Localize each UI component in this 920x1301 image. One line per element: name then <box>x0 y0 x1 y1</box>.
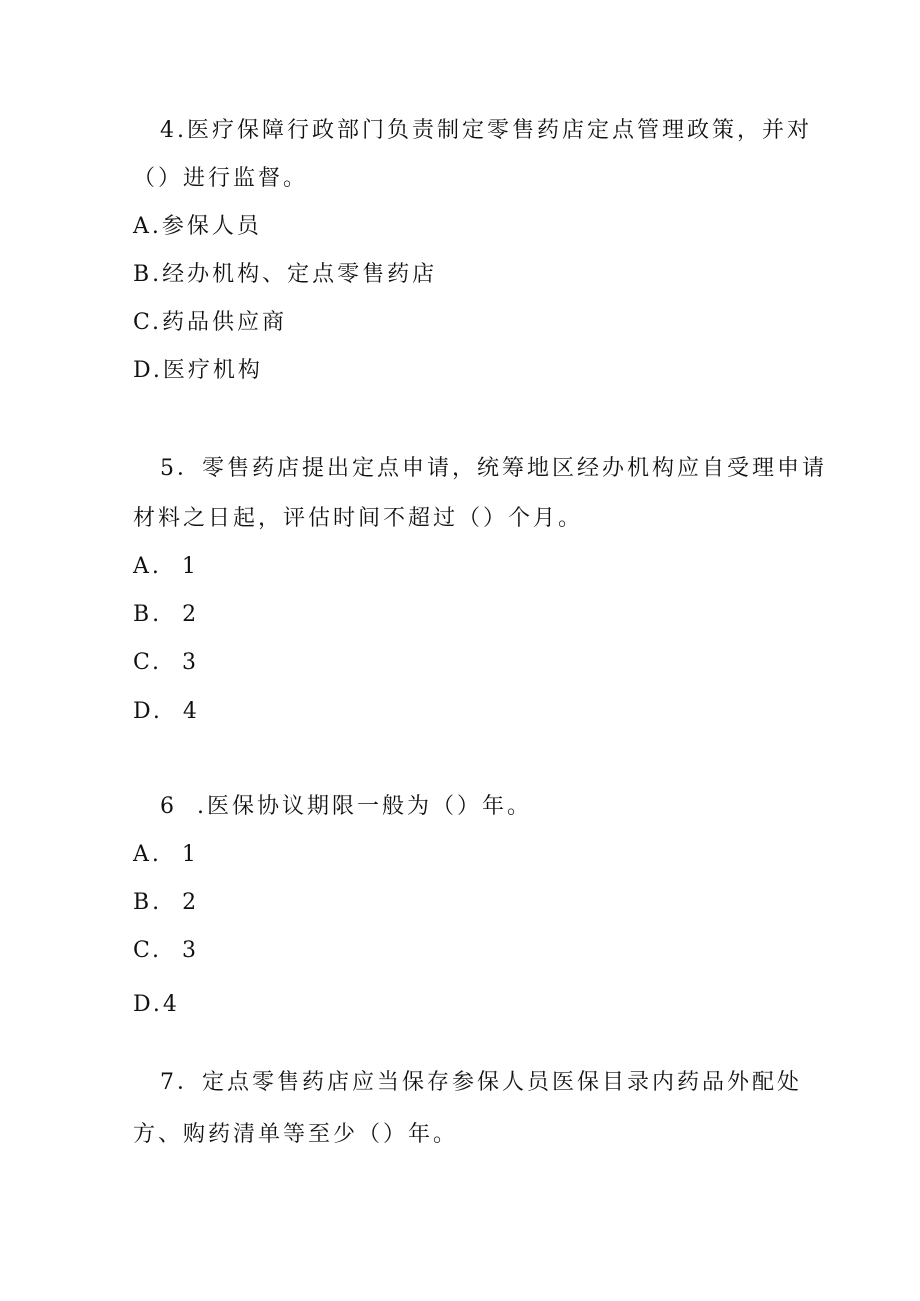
question-5-option-a: A. 1 <box>133 554 199 579</box>
question-5-text-continued: 材料之日起，评估时间不超过（）个月。 <box>133 506 584 531</box>
question-5-option-d: D. 4 <box>133 699 200 724</box>
question-4-option-c: C.药品供应商 <box>133 310 288 335</box>
question-4-text: 4.医疗保障行政部门负责制定零售药店定点管理政策，并对 <box>160 118 812 143</box>
question-6-option-c: C. 3 <box>133 938 200 963</box>
question-6-text: 6 .医保协议期限一般为（）年。 <box>160 794 532 819</box>
question-7-text-continued: 方、购药清单等至少（）年。 <box>133 1122 459 1147</box>
question-6-option-d: D.4 <box>133 992 180 1017</box>
question-4-text-continued: （）进行监督。 <box>133 166 309 191</box>
question-5-text: 5．零售药店提出定点申请，统筹地区经办机构应自受理申请 <box>160 456 827 481</box>
question-6-option-b: B. 2 <box>133 890 200 915</box>
question-5-option-c: C. 3 <box>133 650 200 675</box>
question-6-option-a: A. 1 <box>133 842 199 867</box>
question-4-option-a: A.参保人员 <box>133 214 262 239</box>
question-4-option-b: B.经办机构、定点零售药店 <box>133 262 438 287</box>
question-7-text: 7．定点零售药店应当保存参保人员医保目录内药品外配处 <box>160 1070 802 1095</box>
question-4-option-d: D.医疗机构 <box>133 358 263 383</box>
question-5-option-b: B. 2 <box>133 602 200 627</box>
